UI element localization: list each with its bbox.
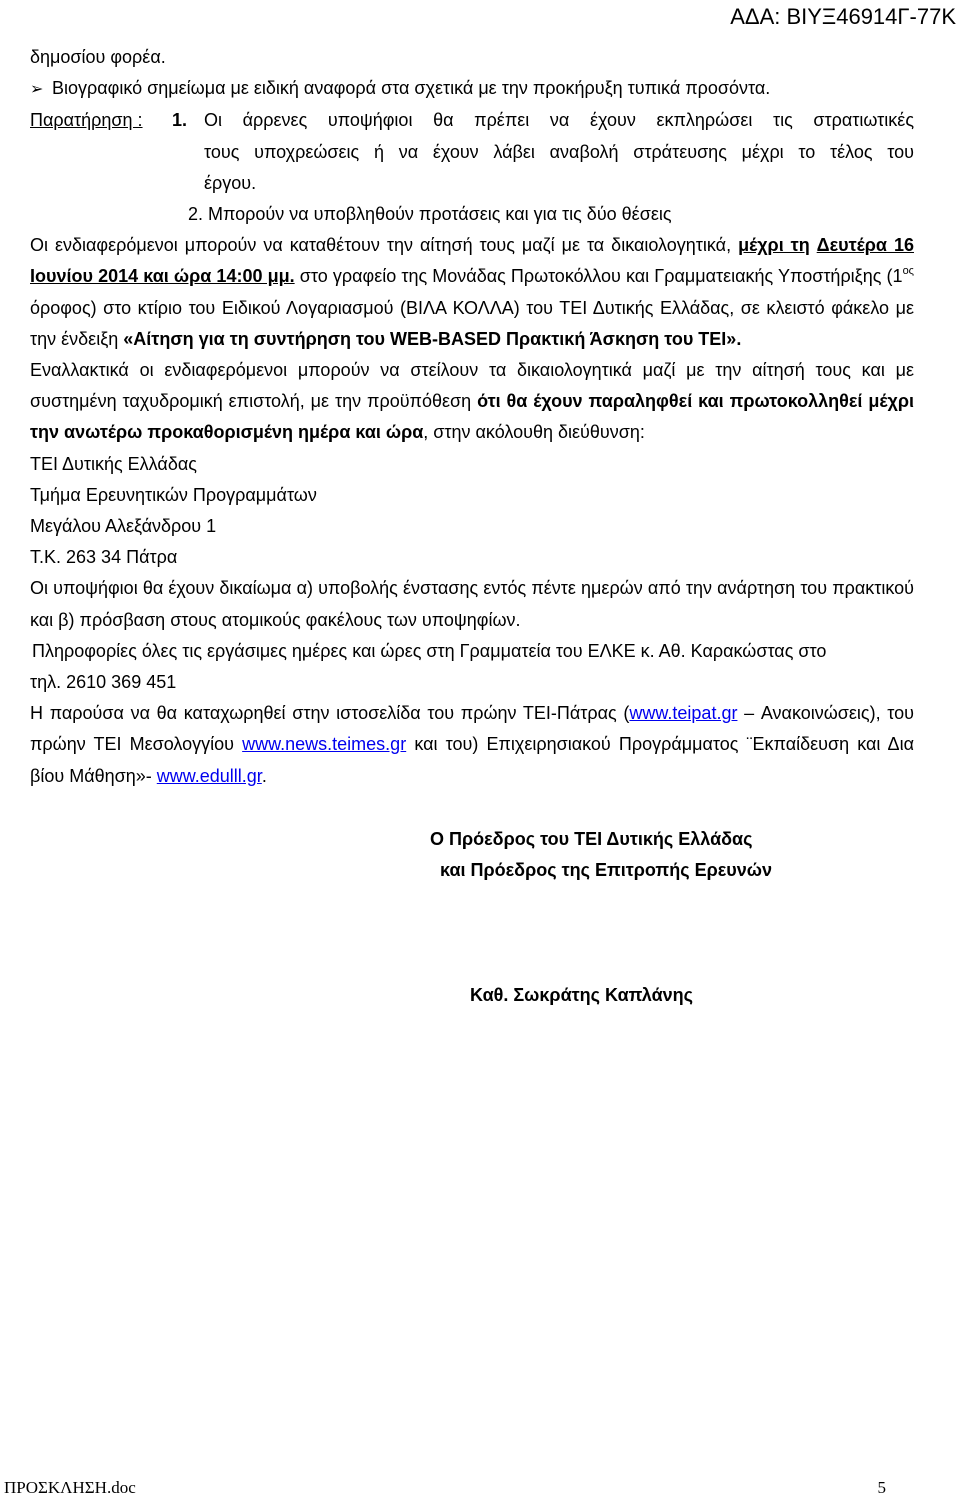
ada-code: ΑΔΑ: ΒΙΥΞ46914Γ-77Κ	[730, 4, 956, 29]
text-line: δημοσίου φορέα.	[30, 47, 166, 67]
document-body	[30, 42, 914, 1011]
arrow-bullet-icon: ➢	[30, 81, 44, 99]
info-paragraph: Πληροφορίες όλες τις εργάσιμες ημέρες και ώρες στη Γραμματεία του ΕΛΚΕ κ. Αθ. Καρακώστας στο	[32, 640, 827, 661]
note-label: Παρατήρηση :	[30, 110, 143, 131]
note-number-1: 1.	[172, 110, 188, 131]
page-footer	[4, 1478, 886, 1498]
deadline-b: Δευτέρα 16 Ιουνίου 2014 και ώρα 14:00 μμ.	[30, 235, 914, 287]
phone-line: τηλ. 2610 369 451	[30, 672, 177, 693]
publication-paragraph	[30, 698, 914, 792]
signature-line-2: και Πρόεδρος της Επιτροπής Ερευνών	[440, 860, 772, 881]
note-1-line-a: Οι άρρενες υποψήφιοι θα πρέπει να έχουν εκπληρώσει τις στρατιωτικές	[204, 110, 914, 131]
publication-text-c: και του) Επιχειρησιακού Προγράμματος ¨Εκπαίδευση και Δια βίου Μάθηση»-	[30, 734, 914, 786]
publication-text-d: .	[261, 765, 267, 786]
floor-superscript: ος	[902, 265, 914, 278]
note-2: 2. Μπορούν να υποβληθούν προτάσεις και για τις δύο θέσεις	[188, 204, 672, 225]
submission-text-c: όροφος) στο κτίριο του Ειδικού Λογαριασμού (ΒΙΛΑ ΚΟΛΛΑ) του ΤΕΙ Δυτικής Ελλάδας, σε κλειστό φάκελο με την ένδειξη	[30, 297, 914, 349]
alternative-text-a: Εναλλακτικά οι ενδιαφερόμενοι μπορούν να στείλουν τα δικαιολογητικά μαζί με την αίτησή τους και με συστημένη ταχυδρομική επιστολή, με την προϋπόθεση	[30, 360, 914, 412]
teimes-link[interactable]: www.news.teimes.gr	[242, 734, 407, 755]
note-1-line-c: έργου.	[204, 172, 257, 193]
bullet-item	[30, 73, 914, 105]
footer-page-number: 5	[877, 1478, 886, 1497]
bullet-text: Βιογραφικό σημείωμα με ειδική αναφορά στα σχετικά με την προκήρυξη τυπικά προσόντα.	[52, 78, 771, 99]
note-row	[30, 105, 914, 136]
signatory-name: Καθ. Σωκράτης Καπλάνης	[470, 985, 694, 1006]
alternative-bold: ότι θα έχουν παραληφθεί και πρωτοκολληθεί μέχρι την ανωτέρω προκαθορισμένη ημέρα και ώρα	[30, 391, 914, 443]
address-line-2: Τμήμα Ερευνητικών Προγραμμάτων	[30, 484, 317, 505]
submission-text-b: στο γραφείο της Μονάδας Πρωτοκόλλου και Γραμματειακής Υποστήριξης (1	[299, 266, 903, 287]
address-line-3: Μεγάλου Αλεξάνδρου 1	[30, 516, 217, 537]
alternative-paragraph	[30, 355, 914, 449]
submission-paragraph	[30, 230, 914, 355]
submission-text-a: Οι ενδιαφερόμενοι μπορούν να καταθέτουν την αίτησή τους μαζί με τα δικαιολογητικά,	[30, 235, 732, 256]
deadline-a: μέχρι τη	[738, 235, 810, 256]
publication-text-a: Η παρούσα να θα καταχωρηθεί στην ιστοσελίδα του πρώην ΤΕΙ-Πάτρας (	[30, 703, 630, 724]
envelope-title: «Αίτηση για τη συντήρηση του WEB-BASED Πρακτική Άσκηση του ΤΕΙ».	[123, 328, 742, 349]
publication-text-b: – Ανακοινώσεις), του πρώην ΤΕΙ Μεσολογγίου	[30, 703, 914, 755]
note-1-line-b: τους υποχρεώσεις ή να έχουν λάβει αναβολή στράτευσης μέχρι το τέλος του	[204, 141, 914, 162]
edulll-link[interactable]: www.edulll.gr	[156, 765, 262, 786]
footer-filename: ΠΡΟΣΚΛΗΣΗ.doc	[4, 1478, 136, 1497]
address-line-1: ΤΕΙ Δυτικής Ελλάδας	[30, 453, 197, 474]
address-line-4: Τ.Κ. 263 34 Πάτρα	[30, 547, 178, 568]
alternative-text-b: , στην ακόλουθη διεύθυνση:	[423, 422, 645, 443]
rights-paragraph: Οι υποψήφιοι θα έχουν δικαίωμα α) υποβολής ένστασης εντός πέντε ημερών από την ανάρτηση του πρακτικού και β) πρόσβαση στους ατομικούς φακέλους των υποψηφίων.	[30, 578, 914, 630]
signature-line-1: Ο Πρόεδρος του ΤΕΙ Δυτικής Ελλάδας	[430, 828, 753, 849]
teipat-link[interactable]: www.teipat.gr	[629, 703, 738, 724]
